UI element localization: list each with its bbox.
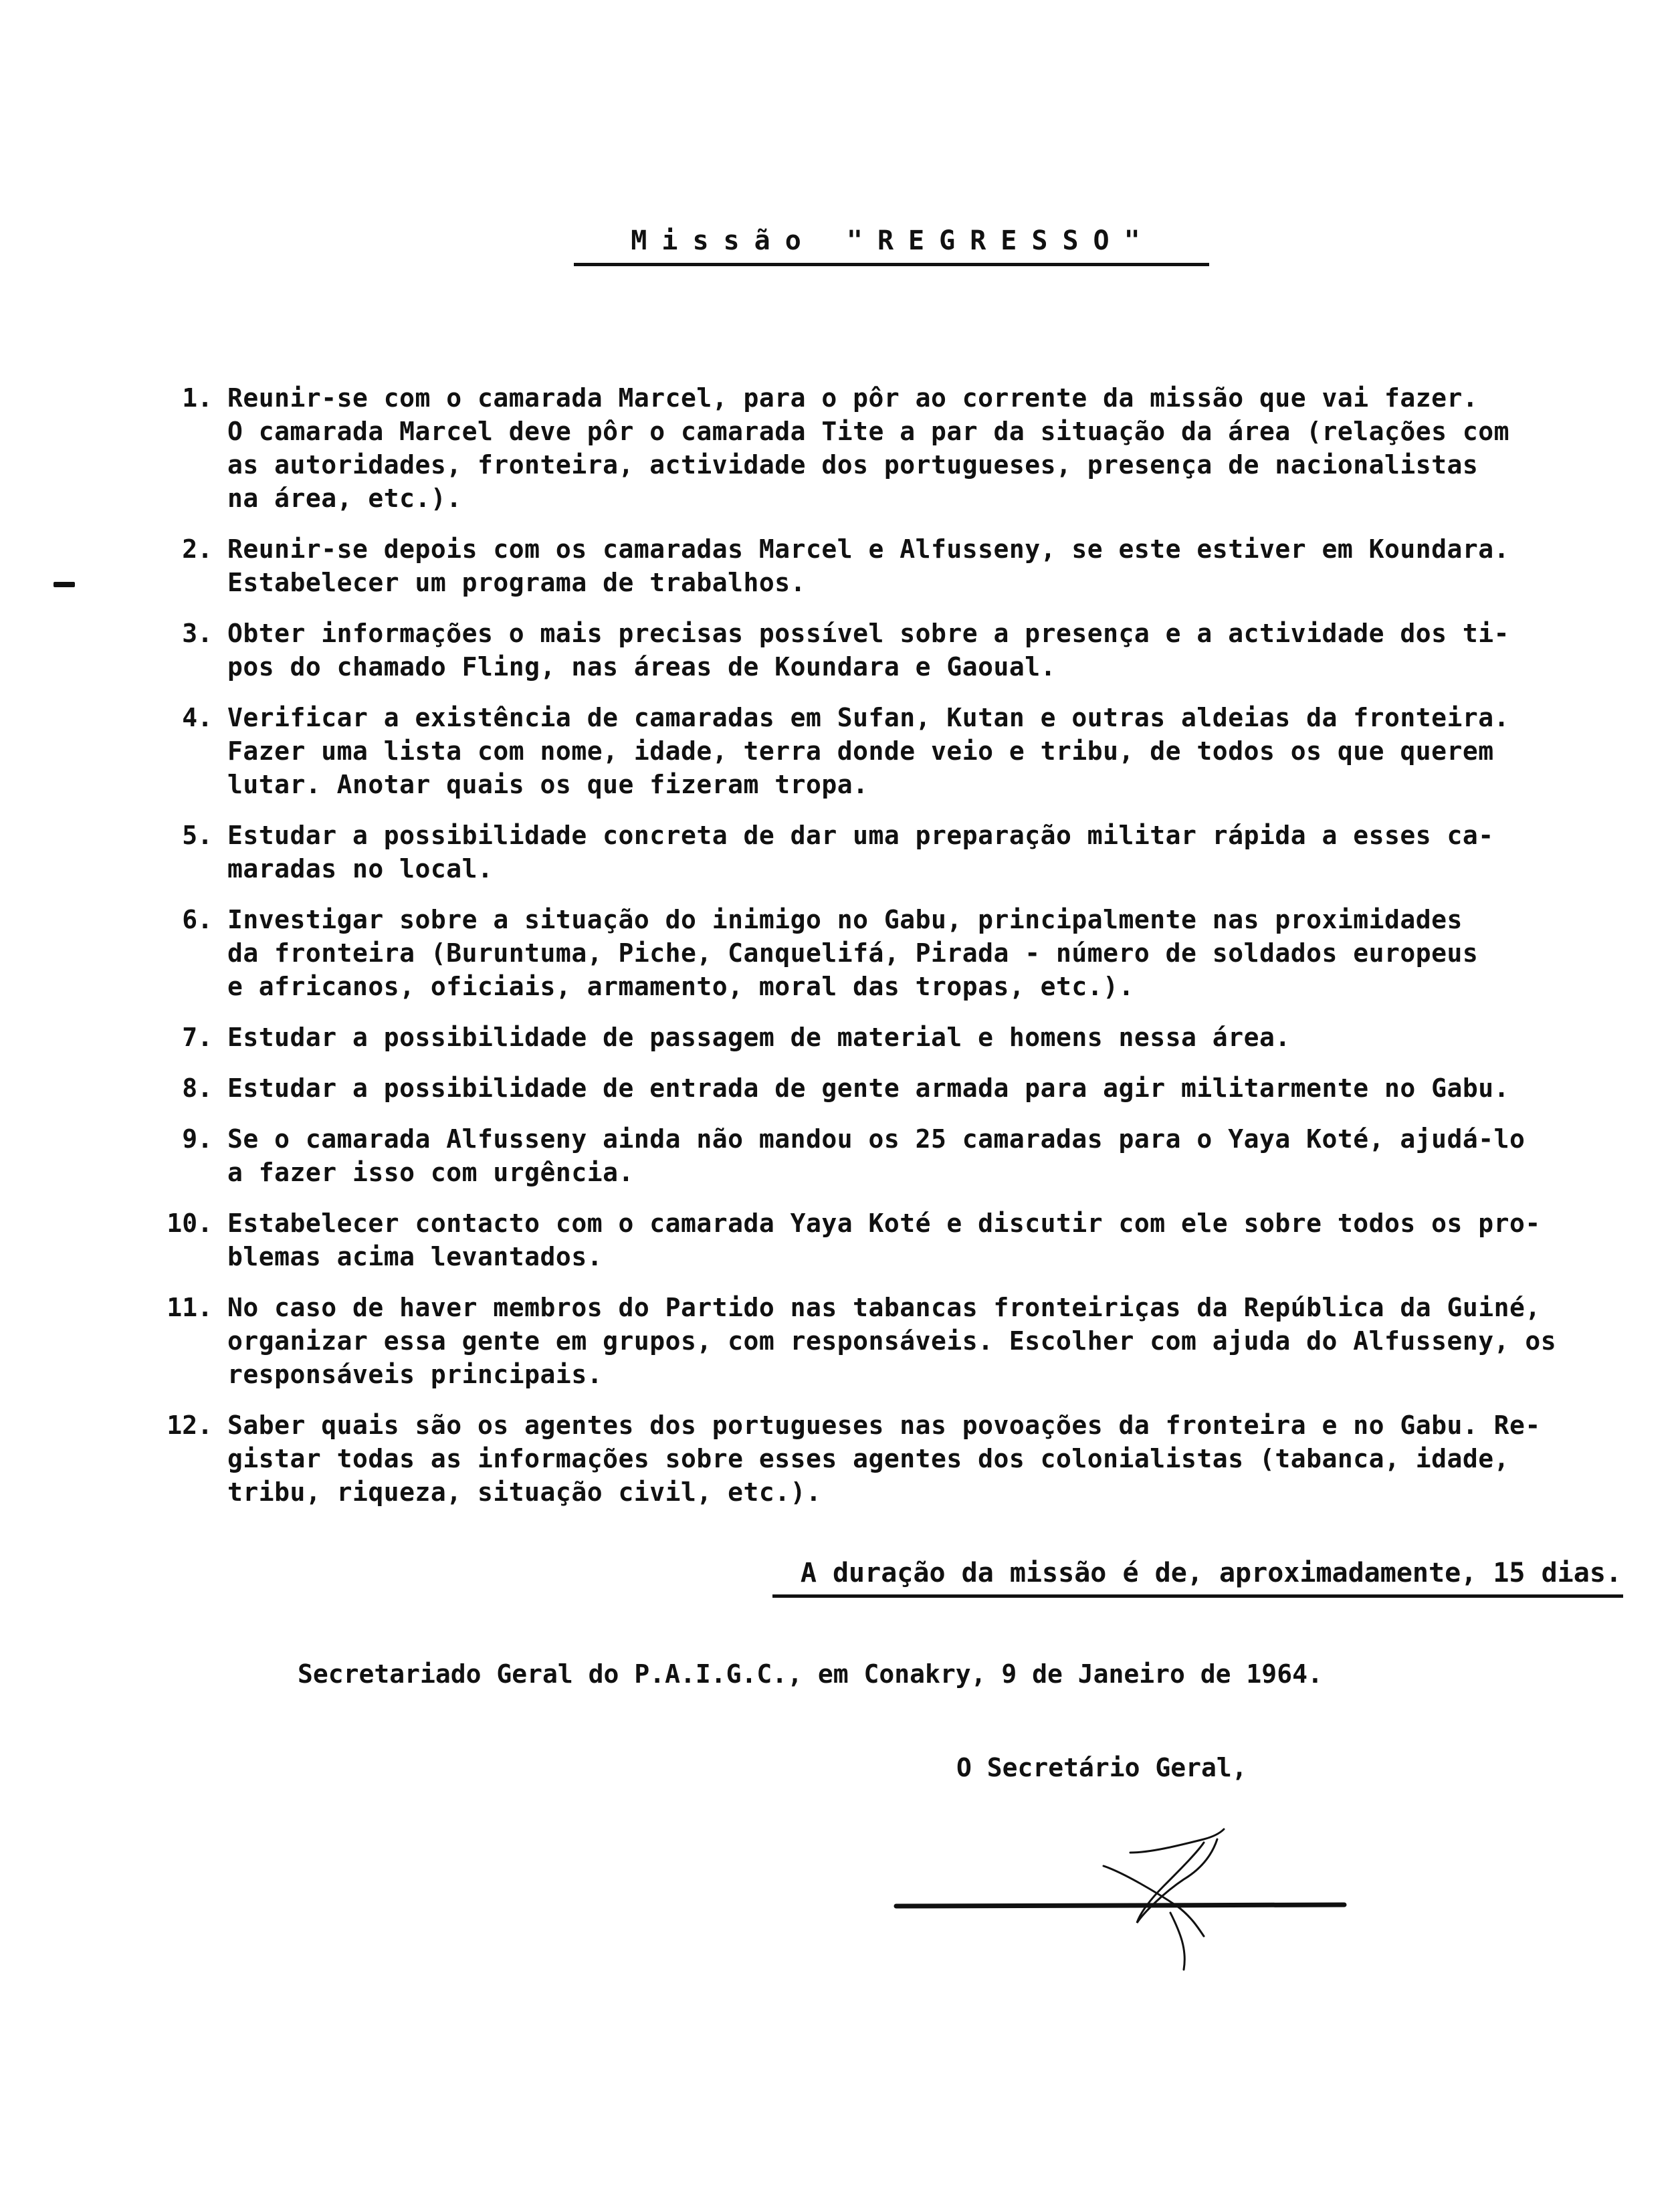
mission-item-line: Estabelecer um programa de trabalhos. [227,568,806,597]
mission-item-text [227,1207,1618,1273]
place-and-date: Secretariado Geral do P.A.I.G.C., em Conakry, 9 de Janeiro de 1964. [298,1659,1323,1689]
mission-item-line: Investigar sobre a situação do inimigo no Gabu, principalmente nas proximidades [227,905,1463,934]
mission-item [134,617,1618,684]
mission-item-text [227,1122,1618,1189]
mission-item-line: No caso de haver membros do Partido nas tabancas fronteiriças da República da Guiné, [227,1293,1541,1322]
handwritten-signature [883,1812,1351,1973]
mission-item [134,701,1618,801]
mission-items-list [134,381,1618,1526]
mission-item-line: pos do chamado Fling, nas áreas de Koundara e Gaoual. [227,652,1057,682]
mission-item-line: Estudar a possibilidade de entrada de gente armada para agir militarmente no Gabu. [227,1073,1509,1103]
mission-item-number: 4. [182,703,213,732]
mission-item [134,1071,1618,1105]
mission-item-line: organizar essa gente em grupos, com responsáveis. Escolher com ajuda do Alfusseny, os [227,1326,1557,1356]
mission-item-text [227,532,1618,599]
mission-item-number: 11. [167,1293,213,1322]
mission-item-line: tribu, riqueza, situação civil, etc.). [227,1477,822,1507]
mission-duration: A duração da missão é de, aproximadamente, 15 dias. [800,1558,1622,1588]
mission-item-line: da fronteira (Buruntuma, Piche, Canquelifá, Pirada - número de soldados europeus [227,938,1479,968]
mission-item-line: blemas acima levantados. [227,1242,603,1271]
mission-item-number: 3. [182,619,213,648]
mission-item-line: responsáveis principais. [227,1360,603,1389]
mission-item-text [227,819,1618,886]
mission-item-text [227,381,1618,515]
signatory-title: O Secretário Geral, [956,1753,1247,1782]
mission-item [134,1021,1618,1054]
mission-item-line: Estabelecer contacto com o camarada Yaya Koté e discutir com ele sobre todos os pro- [227,1209,1541,1238]
mission-item-line: lutar. Anotar quais os que fizeram tropa. [227,770,869,799]
mission-item [134,1122,1618,1189]
mission-item-number: 10. [167,1209,213,1238]
mission-item [134,1291,1618,1391]
mission-item-text [227,1021,1618,1054]
mission-item-line: Reunir-se depois com os camaradas Marcel e Alfusseny, se este estiver em Koundara. [227,534,1509,564]
mission-item-line: Reunir-se com o camarada Marcel, para o pôr ao corrente da missão que vai fazer. [227,383,1479,413]
mission-item-line: Saber quais são os agentes dos portugueses nas povoações da fronteira e no Gabu. Re- [227,1411,1541,1440]
mission-item-line: gistar todas as informações sobre esses agentes dos colonialistas (tabanca, idade, [227,1444,1509,1473]
mission-item-line: Estudar a possibilidade concreta de dar uma preparação militar rápida a esses ca- [227,821,1494,850]
mission-item-line: Obter informações o mais precisas possível sobre a presença e a actividade dos ti- [227,619,1509,648]
mission-item-line: Fazer uma lista com nome, idade, terra donde veio e tribu, de todos os que querem [227,736,1494,766]
mission-item-line: O camarada Marcel deve pôr o camarada Tite a par da situação da área (relações com [227,417,1509,446]
mission-item [134,381,1618,515]
mission-item-text [227,903,1618,1003]
duration-underline [772,1594,1623,1598]
mission-item [134,819,1618,886]
mission-item-text [227,701,1618,801]
margin-mark [54,582,75,587]
mission-item-text [227,1071,1618,1105]
mission-item-text [227,1291,1618,1391]
mission-item-number: 5. [182,821,213,850]
mission-item [134,1207,1618,1273]
mission-item-text [227,1409,1618,1509]
mission-item-text [227,617,1618,684]
mission-item-number: 12. [167,1411,213,1440]
mission-item-line: e africanos, oficiais, armamento, moral das tropas, etc.). [227,972,1134,1001]
document-title: Missão "REGRESSO" [631,225,1155,256]
mission-item-line: as autoridades, fronteira, actividade dos portugueses, presença de nacionalistas [227,450,1479,480]
mission-item-line: Verificar a existência de camaradas em Sufan, Kutan e outras aldeias da fronteira. [227,703,1509,732]
mission-item-line: maradas no local. [227,854,494,883]
mission-item-line: Se o camarada Alfusseny ainda não mandou os 25 camaradas para o Yaya Koté, ajudá-lo [227,1124,1526,1154]
mission-item-number: 1. [182,383,213,413]
mission-item-number: 7. [182,1023,213,1052]
mission-item-line: na área, etc.). [227,484,462,513]
mission-item-line: a fazer isso com urgência. [227,1158,634,1187]
mission-item [134,903,1618,1003]
mission-item-line: Estudar a possibilidade de passagem de material e homens nessa área. [227,1023,1291,1052]
mission-item-number: 9. [182,1124,213,1154]
mission-item [134,532,1618,599]
mission-item-number: 8. [182,1073,213,1103]
mission-item-number: 2. [182,534,213,564]
mission-item-number: 6. [182,905,213,934]
title-underline [574,263,1209,266]
mission-item [134,1409,1618,1509]
document-title-container [575,221,1211,261]
